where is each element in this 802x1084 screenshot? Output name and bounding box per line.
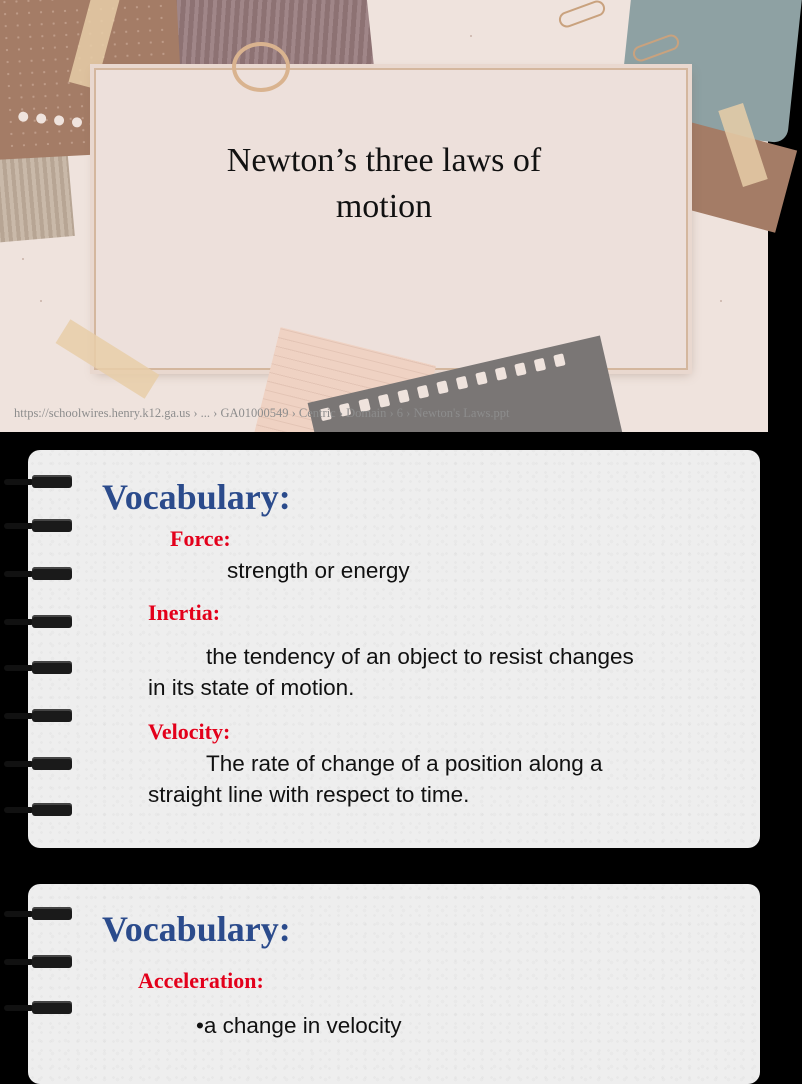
title-slide [0, 0, 768, 432]
speck [40, 300, 42, 302]
term-acceleration: Acceleration: [138, 968, 264, 993]
definition-acceleration: •a change in velocity [196, 1013, 402, 1038]
ring-decoration [232, 42, 290, 92]
definition-inertia [148, 641, 634, 703]
paperclip-icon [557, 0, 608, 30]
definition-line: straight line with respect to time. [148, 782, 470, 807]
spiral-ring [4, 708, 70, 724]
spiral-ring [4, 566, 70, 582]
title-line: motion [335, 188, 433, 225]
spiral-ring [4, 906, 70, 922]
definition-line: the tendency of an object to resist changes [206, 644, 634, 669]
term-force: Force: [170, 526, 231, 551]
speck [22, 258, 24, 260]
spiral-ring [4, 518, 70, 534]
spiral-ring [4, 1000, 70, 1016]
spiral-ring [4, 660, 70, 676]
title-line: Newton’s three laws of [226, 142, 542, 179]
speck [720, 300, 722, 302]
vocabulary-slide-1 [0, 432, 768, 868]
term-inertia: Inertia: [148, 600, 221, 625]
definition-velocity [148, 748, 603, 810]
definition-force: strength or energy [227, 558, 410, 583]
spiral-ring [4, 756, 70, 772]
spiral-ring [4, 954, 70, 970]
definition-line: The rate of change of a position along a [206, 751, 603, 776]
spiral-ring [4, 802, 70, 818]
slide-title [0, 138, 768, 230]
speck [470, 35, 472, 37]
vocabulary-slide-2 [0, 868, 768, 1038]
spiral-ring [4, 474, 70, 490]
slide-heading: Vocabulary: [102, 477, 291, 517]
spiral-ring [4, 614, 70, 630]
slide-heading: Vocabulary: [102, 909, 291, 949]
source-url[interactable]: https://schoolwires.henry.k12.ga.us › ... › GA01000549 › Centric › Domain › 6 › Newton's Laws.ppt [14, 406, 510, 420]
definition-line: in its state of motion. [148, 675, 355, 700]
term-velocity: Velocity: [148, 719, 231, 744]
